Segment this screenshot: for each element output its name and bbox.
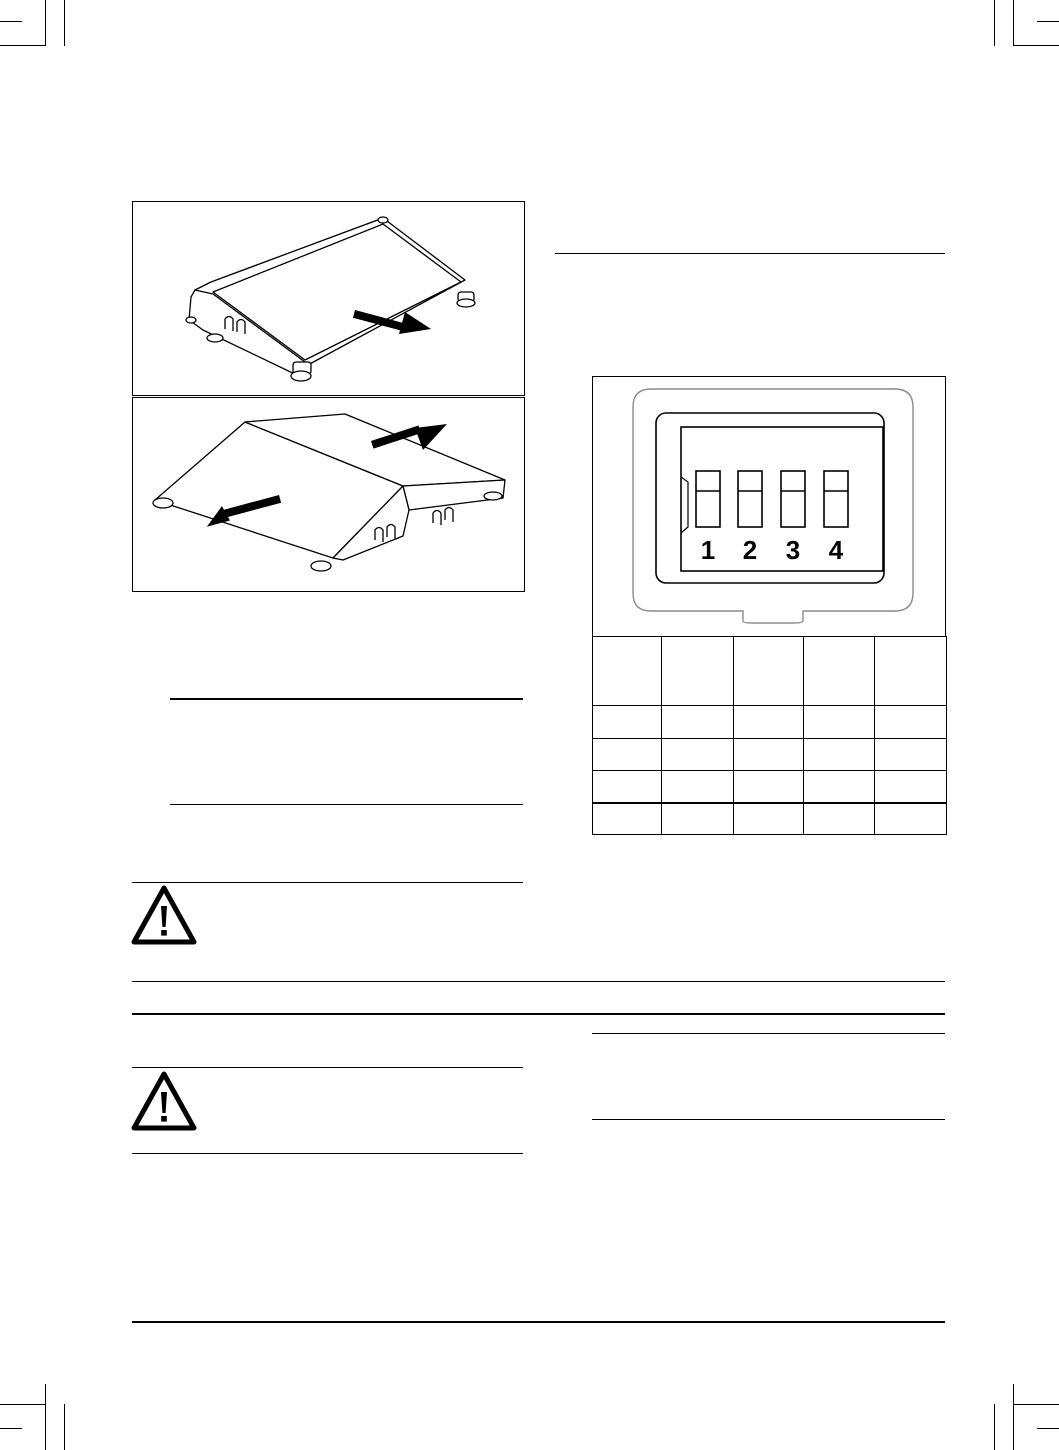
table-cell — [662, 803, 734, 835]
table-row — [593, 803, 947, 835]
table-cell — [875, 637, 947, 706]
table-cell — [734, 771, 804, 803]
table-row — [593, 771, 947, 803]
table-cell — [662, 637, 734, 706]
footer-rule — [132, 1321, 945, 1323]
switch-number-4: 4 — [828, 535, 844, 565]
switch-number-2: 2 — [742, 535, 758, 565]
table-cell — [804, 739, 875, 771]
right-section-rule — [555, 253, 945, 254]
table-cell — [593, 637, 662, 706]
table-cell — [593, 771, 662, 803]
table-cell — [593, 739, 662, 771]
dip-switch-icon — [593, 377, 945, 636]
figure-station-closed — [132, 201, 525, 396]
table-cell — [734, 637, 804, 706]
table-cell — [804, 803, 875, 835]
section-heading-rule — [132, 1013, 945, 1015]
warning-top-rule-2 — [132, 1067, 523, 1068]
warning-triangle-icon — [131, 1071, 197, 1131]
table-row — [593, 739, 947, 771]
table-cell — [875, 803, 947, 835]
note-top-rule — [170, 698, 523, 700]
table-cell — [734, 739, 804, 771]
section-divider-rule — [132, 981, 945, 982]
table-header-row — [593, 637, 947, 706]
table-cell — [804, 771, 875, 803]
note-top-rule-right — [592, 1033, 945, 1034]
station-closed-illustration — [133, 202, 524, 395]
switch-settings-table — [592, 636, 947, 835]
table-cell — [734, 706, 804, 739]
table-cell — [662, 739, 734, 771]
table-cell — [804, 637, 875, 706]
table-cell — [593, 803, 662, 835]
note-bottom-rule — [170, 804, 523, 805]
table-cell — [875, 771, 947, 803]
table-cell — [734, 803, 804, 835]
table-cell — [875, 706, 947, 739]
warning-top-rule — [132, 882, 523, 883]
figure-station-open — [132, 397, 525, 592]
figure-dip-switch — [592, 376, 946, 637]
table-row — [593, 706, 947, 739]
warning-bottom-rule-2 — [132, 1153, 523, 1154]
station-open-illustration — [133, 398, 524, 591]
table-cell — [662, 706, 734, 739]
switch-number-3: 3 — [785, 535, 801, 565]
table-cell — [662, 771, 734, 803]
table-cell — [804, 706, 875, 739]
table-cell — [593, 706, 662, 739]
switch-number-1: 1 — [700, 535, 716, 565]
table-cell — [875, 739, 947, 771]
note-bottom-rule-right — [592, 1119, 945, 1120]
warning-triangle-icon — [131, 885, 197, 945]
